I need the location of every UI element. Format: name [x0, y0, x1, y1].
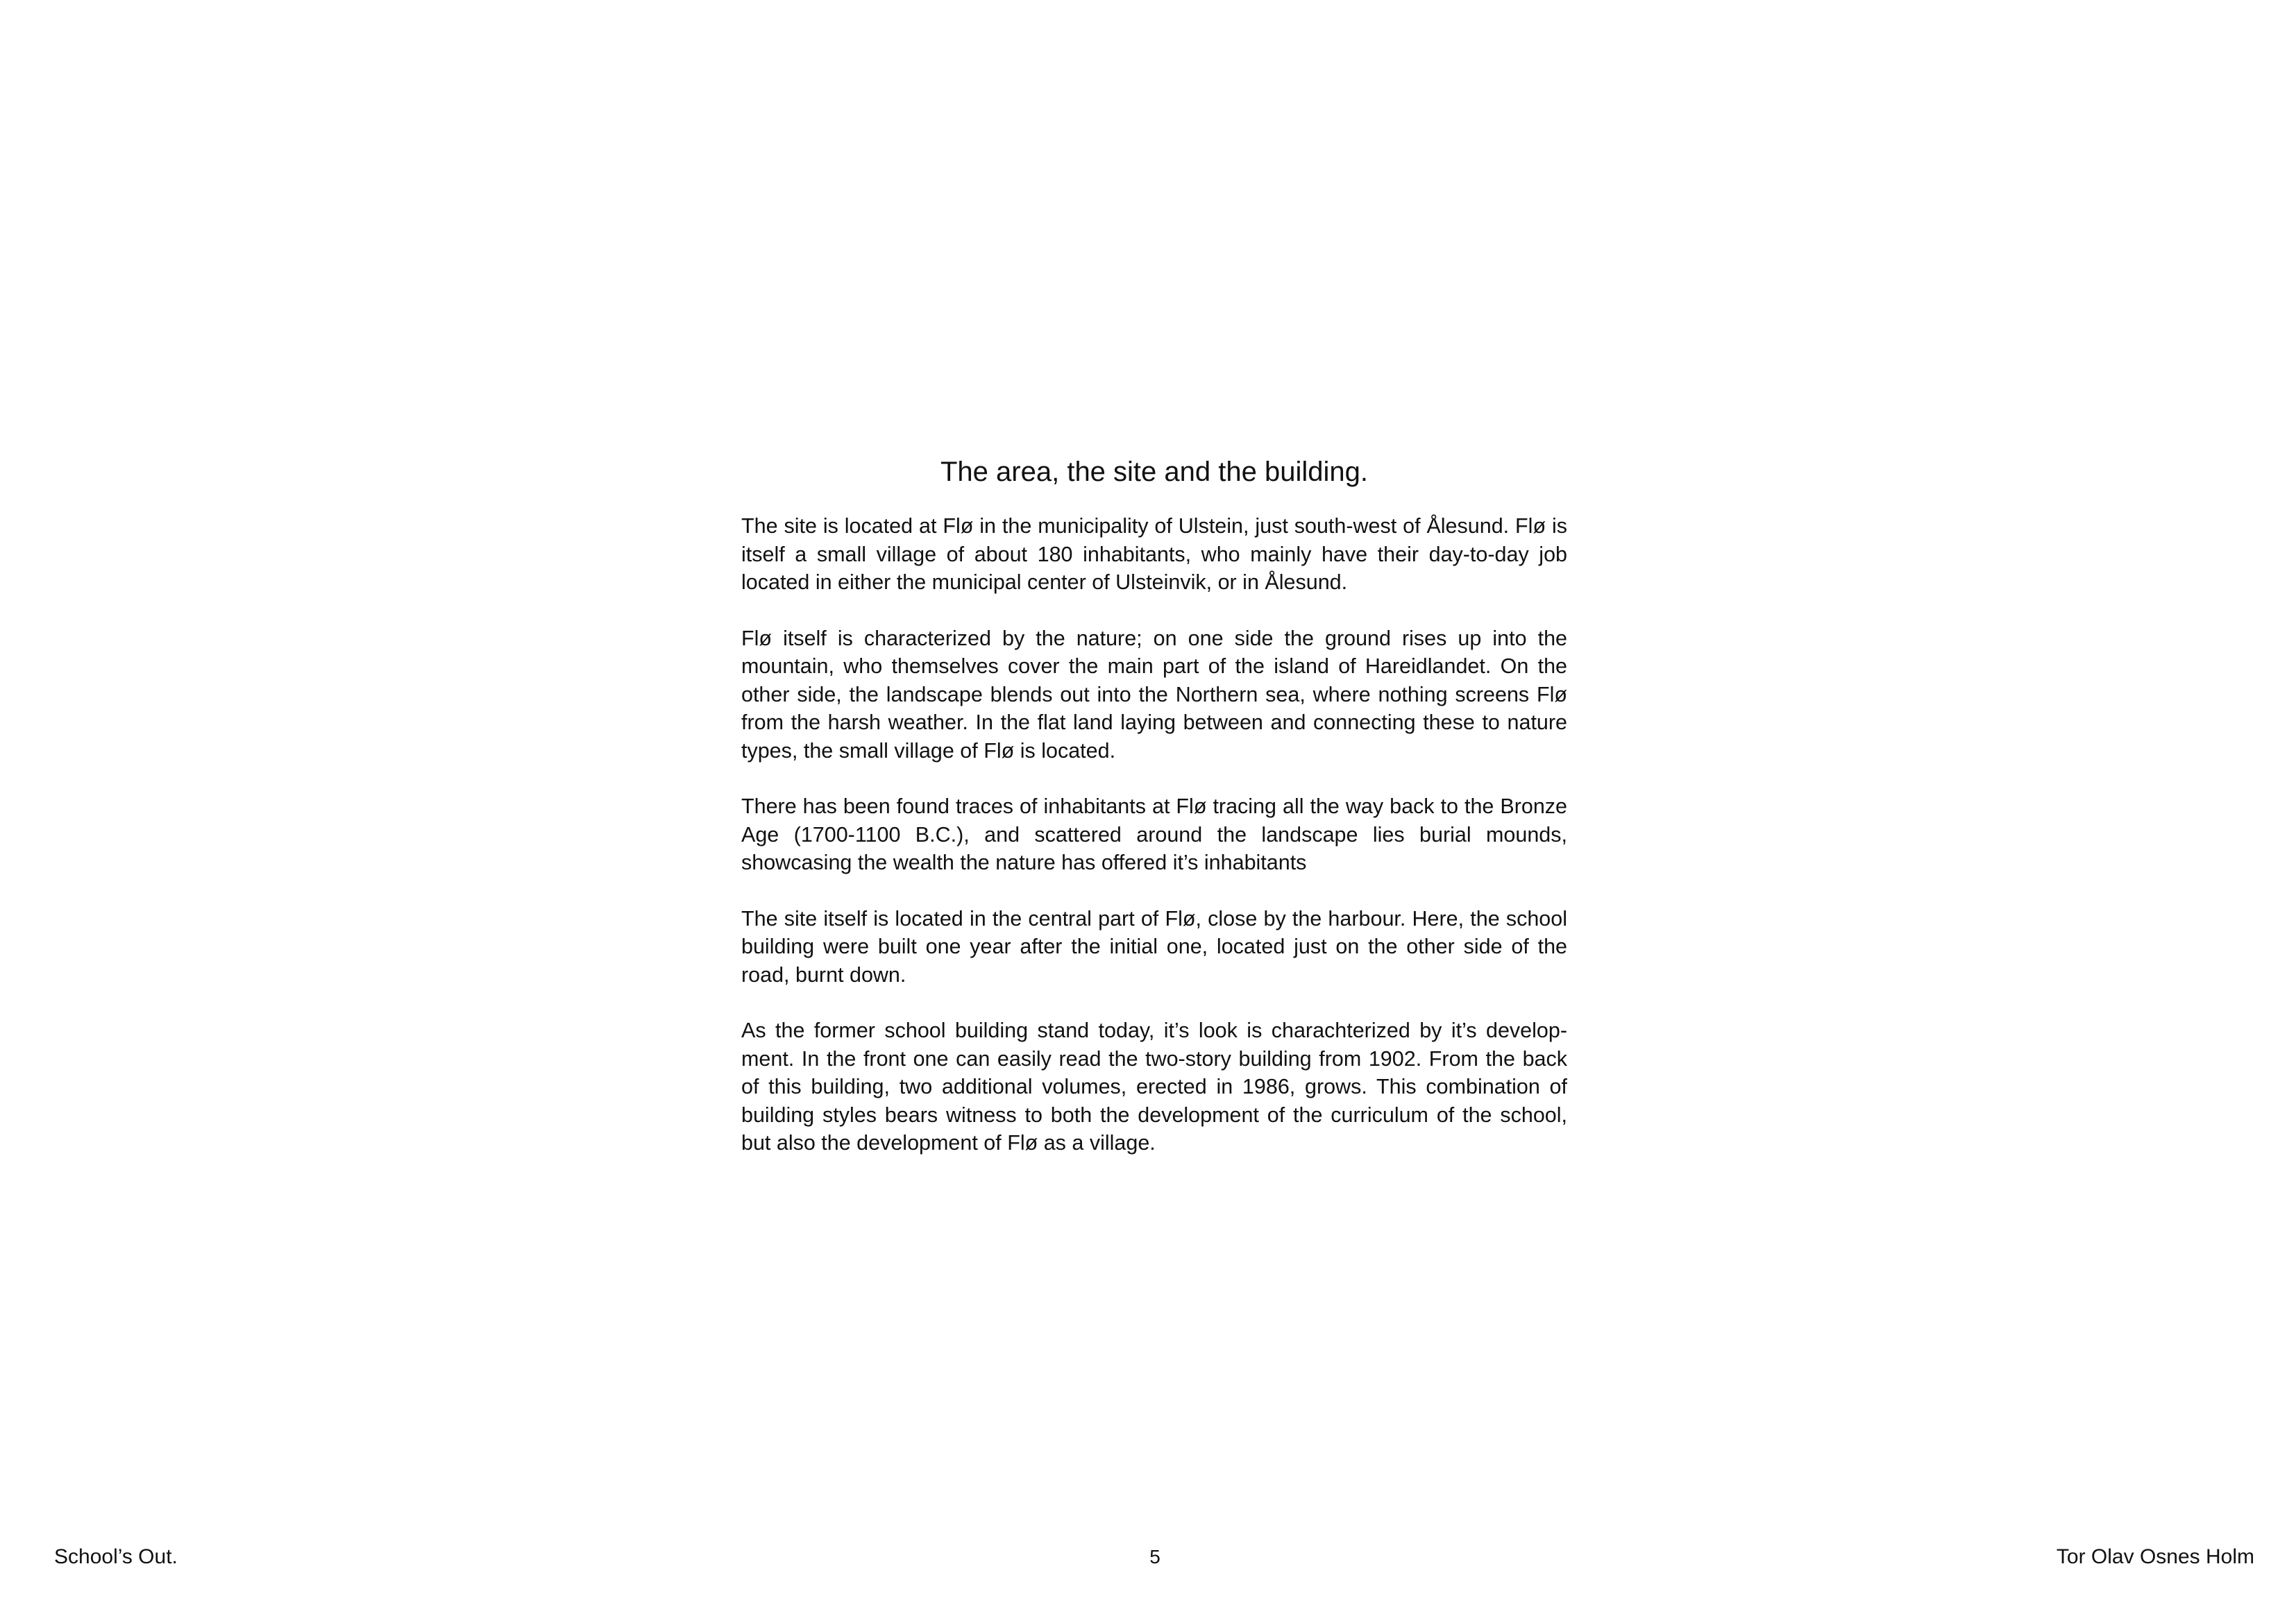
paragraph-3: There has been found traces of inhabitants at Flø tracing all the way back to the Bronze Age (1700-1100 B.C.), and scattered around the landscape lies burial mounds, showcasing the wealth the nature has offered it’s inhabitants — [741, 794, 1567, 874]
footer-page-number: 5 — [1149, 1546, 1160, 1567]
paragraph-5: As the former school building stand today, it’s look is charachterized by it’s development. In the front one can easily read the two-story building from 1902. From the back of this building, two additional volumes, erected in 1986, grows. This combination of building styles bears witness to both the development of the curriculum of the school, but also the development of Flø as a village. — [741, 1019, 1567, 1155]
page-title: The area, the site and the building. — [940, 457, 1368, 487]
paragraph-2: Flø itself is characterized by the nature; on one side the ground rises up into the mountain, who themselves cover the main part of the island of Hareidlandet. On the other side, the landscape blends out into the Northern sea, where nothing screens Flø from the harsh weather. In the flat land laying between and connecting these to nature types, the small village of Flø is located. — [741, 626, 1567, 763]
paragraph-4: The site itself is located in the central part of Flø, close by the harbour. Here, the school building were built one year after the initial one, located just on the other side of the road, burnt down. — [741, 906, 1567, 987]
footer-author: Tor Olav Osnes Holm — [2056, 1545, 2254, 1568]
paragraph-1: The site is located at Flø in the municipality of Ulstein, just south-west of Ålesund. Flø is itself a small village of about 180 inhabitants, who mainly have their day-to-day job located in either the municipal center of Ulsteinvik, or in Ålesund. — [741, 514, 1567, 594]
footer-publication-title: School’s Out. — [54, 1545, 178, 1568]
article — [741, 451, 1567, 1157]
